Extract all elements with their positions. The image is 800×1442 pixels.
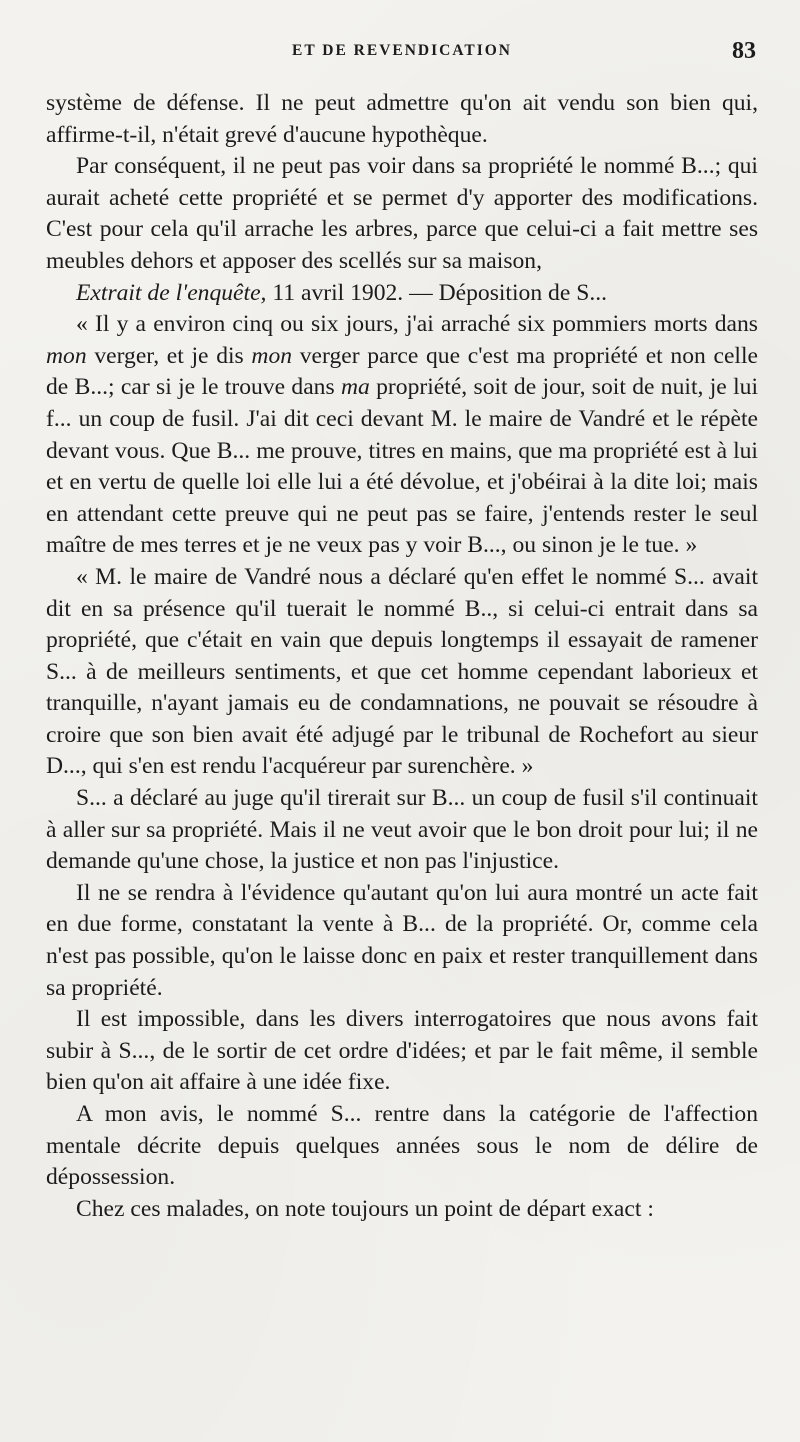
- paragraph-3-enquete: Extrait de l'enquête, 11 avril 1902. — Déposition de S...: [76, 279, 608, 306]
- paragraph-7: Il ne se rendra à l'évidence qu'autant qu'on lui aura montré un acte fait en due forme, constatant la vente à B... de la propriété. Or, comme cela n'est pas possible, qu'on le laisse donc en paix et rester tranquillement dans sa propriété.: [46, 879, 758, 1001]
- paragraph-9: A mon avis, le nommé S... rentre dans la catégorie de l'affection mentale décrite depuis quelques années sous le nom de délire de dépossession.: [46, 1101, 758, 1191]
- paragraph-4-deposition: « Il y a environ cinq ou six jours, j'ai arraché six pommiers morts dans mon verger, et je dis mon verger parce que c'est ma propriété et non celle de B...; car si je le trouve dans ma propriété, soit de jour, soit de nuit, je lui f... un coup de fusil. J'ai dit ceci devant M. le maire de Vandré et le répète devant vous. Que B... me prouve, titres en mains, que ma propriété est à lui et en vertu de quelle loi elle lui a été dévolue, et j'obéirai à la dite loi; mais en attendant cette preuve qui ne peut pas se faire, j'entends rester le seul maître de mes terres et je ne veux pas y voir B..., ou sinon je le tue. »: [46, 311, 759, 559]
- page-number: 83: [732, 38, 756, 64]
- paragraph-2: Par conséquent, il ne peut pas voir dans sa propriété le nommé B...; qui aurait acheté cette propriété et se permet d'y apporter des modifications. C'est pour cela qu'il arrache les arbres, parce que celui-ci a fait mettre ses meubles dehors et apposer des scellés sur sa maison,: [46, 153, 758, 274]
- enquete-title-italic: Extrait de l'enquête,: [76, 279, 267, 306]
- paragraph-5-maire: « M. le maire de Vandré nous a déclaré qu'en effet le nommé S... avait dit en sa présence qu'il tuerait le nommé B.., si celui-ci entrait dans sa propriété, que c'était en vain que depuis longtemps il essayait de ramener S... à de meilleurs sentiments, et que cet homme cependant laborieux et tranquille, n'ayant jamais eu de condamnations, ne pouvait se résoudre à croire que son bien avait été adjugé par le tribunal de Rochefort au sieur D..., qui s'en est rendu l'acquéreur par surenchère. »: [46, 563, 758, 780]
- paragraph-6: S... a déclaré au juge qu'il tirerait sur B... un coup de fusil s'il continuait à aller sur sa propriété. Mais il ne veut avoir que le bon droit pour lui; il ne demande qu'une chose, la justice et non pas l'injustice.: [46, 785, 758, 875]
- paragraph-10: Chez ces malades, on note toujours un point de départ exact :: [76, 1195, 654, 1222]
- running-head: ET DE REVENDICATION: [291, 42, 513, 59]
- paragraph-1: système de défense. Il ne peut admettre qu'on ait vendu son bien qui, affirme-t-il, n'était grevé d'aucune hypothèque.: [46, 90, 758, 148]
- paragraph-8: Il est impossible, dans les divers interrogatoires que nous avons fait subir à S..., de le sortir de cet ordre d'idées; et par le fait même, il semble bien qu'on ait affaire à une idée fixe.: [46, 1006, 758, 1096]
- body-text: [46, 88, 758, 1225]
- page-header: [46, 38, 758, 68]
